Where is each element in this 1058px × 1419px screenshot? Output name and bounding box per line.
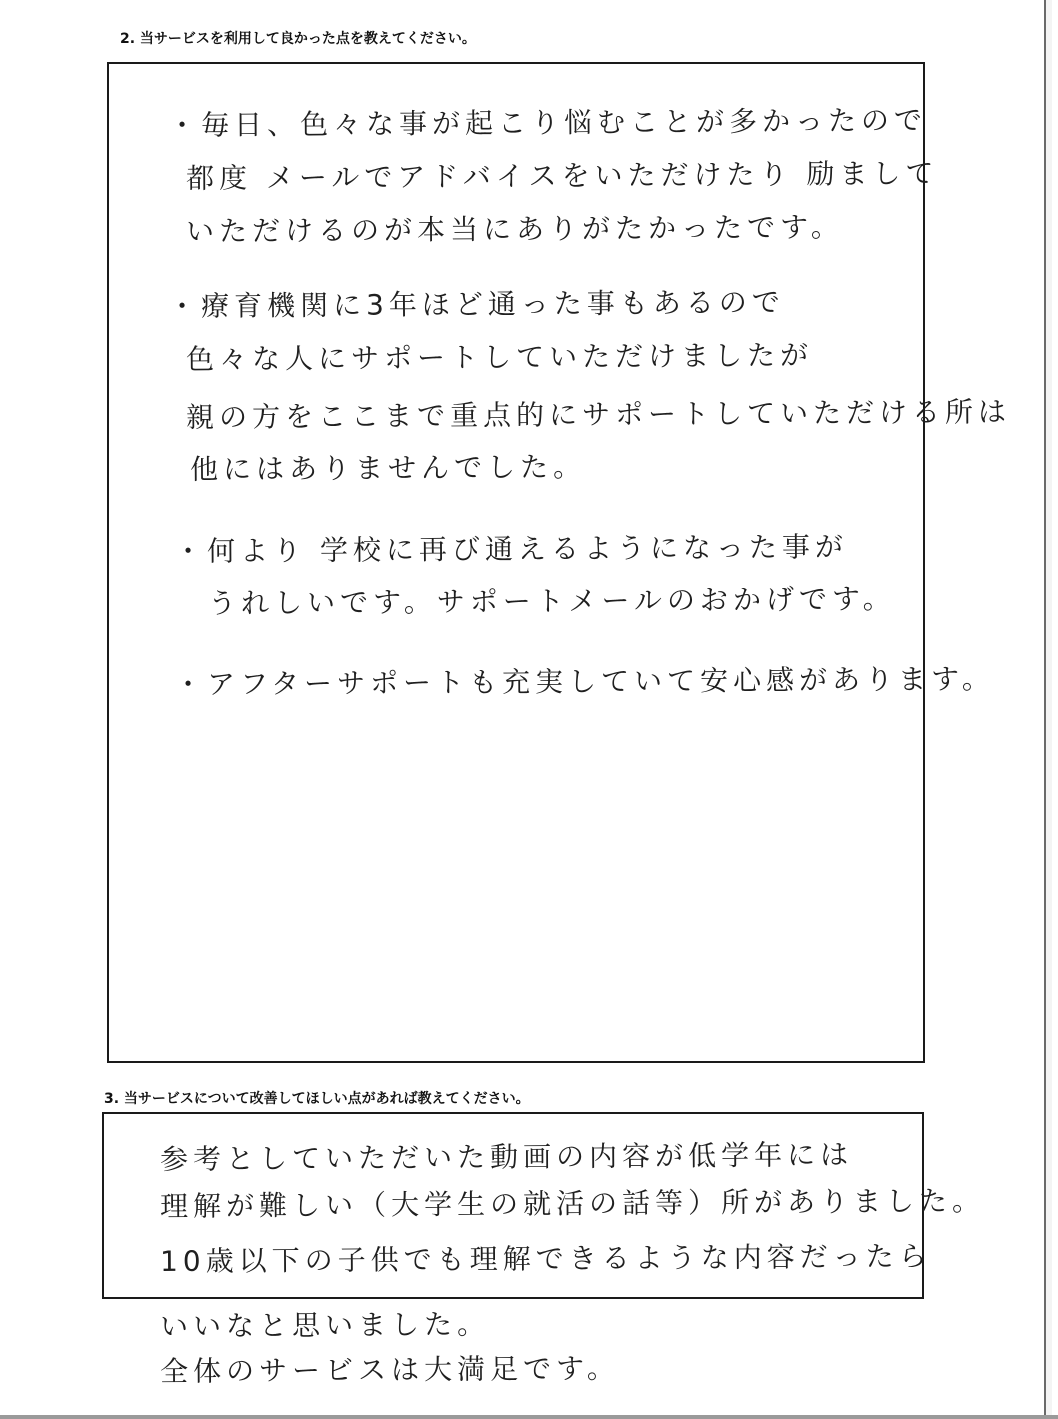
page-edge-right (1044, 0, 1052, 1419)
q2-answer-line-3: いただけるのが本当にありがたかったです。 (185, 210, 844, 248)
q2-answer-line-1: ・毎日、色々な事が起こり悩むことが多かったので (167, 103, 928, 142)
q2-answer-line-5: 色々な人にサポートしていただけましたが (185, 338, 814, 376)
q3-answer-line-4: いいなと思いました。 (159, 1307, 491, 1343)
q3-answer-line-3: 10歳以下の子供でも理解できるような内容だったら (159, 1239, 932, 1278)
q3-answer-line-1: 参考としていただいた動画の内容が低学年には (159, 1138, 854, 1176)
q3-answer-line-5: 全体のサービスは大満足です。 (159, 1351, 620, 1388)
q2-answer-line-9: うれしいです。サポートメールのおかげです。 (207, 582, 896, 620)
q2-answer-line-6: 親の方をここまで重点的にサポートしていただける所は (185, 395, 1012, 434)
q2-answer-line-2: 都度 メールでアドバイスをいただけたり 励まして (185, 156, 939, 195)
question-3-heading: 3. 当サービスについて改善してほしい点があれば教えてください。 (104, 1091, 530, 1107)
q2-answer-line-4: ・療育機関に3年ほど通った事もあるので (167, 285, 785, 323)
question-2-heading: 2. 当サービスを利用して良かった点を教えてください。 (120, 31, 476, 47)
q3-answer-line-2: 理解が難しい（大学生の就活の話等）所がありました。 (159, 1184, 986, 1223)
q2-answer-line-7: 他にはありませんでした。 (189, 450, 587, 486)
q2-answer-line-10: ・アフターサポートも充実していて安心感があります。 (173, 662, 995, 701)
page-edge-bottom (0, 1415, 1058, 1419)
q2-answer-line-8: ・何より 学校に再び通えるようになった事が (173, 530, 849, 568)
